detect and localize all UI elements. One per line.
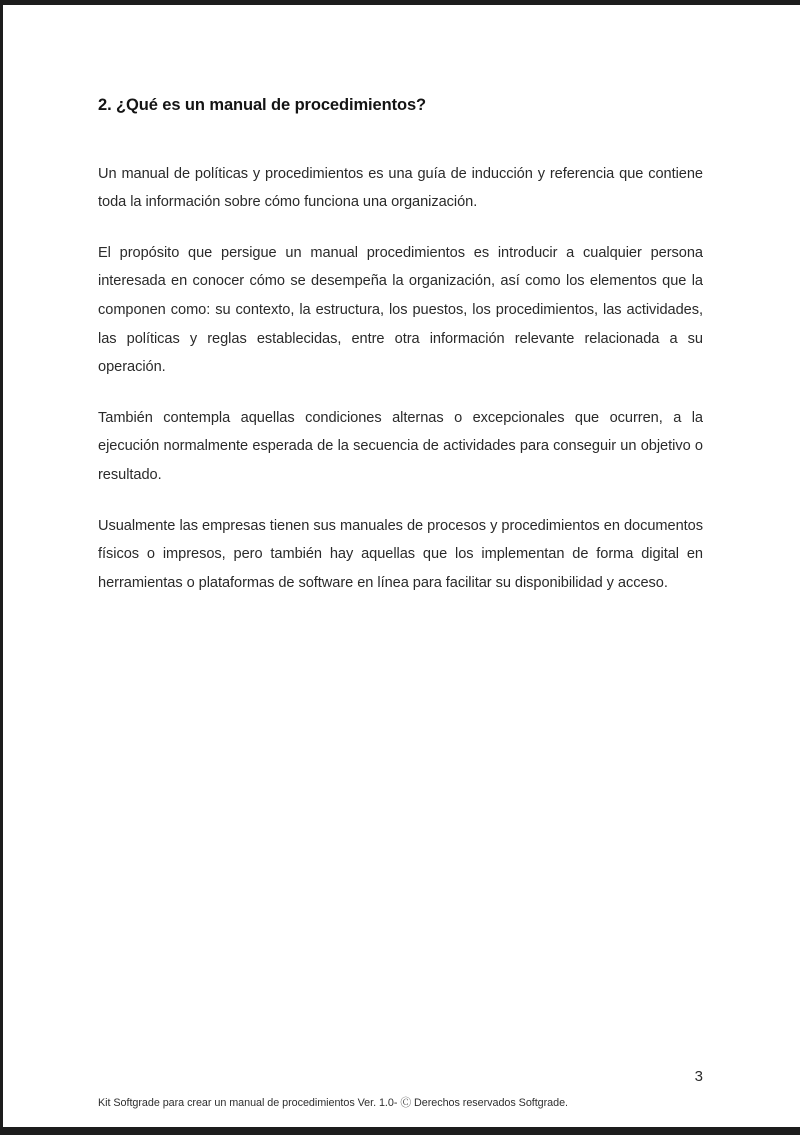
page-sheet [3, 5, 800, 1127]
page-number: 3 [694, 1068, 703, 1085]
copyright-icon: Ⓒ [400, 1097, 412, 1109]
footer-note-text-after: Derechos reservados Softgrade. [414, 1097, 568, 1109]
footer-note-text-before: Kit Softgrade para crear un manual de procedimientos Ver. 1.0- [98, 1097, 398, 1109]
body-paragraph: Un manual de políticas y procedimientos es una guía de inducción y referencia que contiene toda la información sobre cómo funciona una organización. [98, 165, 703, 211]
body-paragraph: El propósito que persigue un manual procedimientos es introducir a cualquier persona interesada en conocer cómo se desempeña la organización, así como los elementos que la componen como: su contexto, la estructura, los puestos, los procedimientos, las actividades, las políticas y reglas establecidas, entre otra información relevante relacionada a su operación. [98, 244, 703, 376]
footer-note [98, 1095, 758, 1110]
document-content [98, 95, 703, 597]
body-paragraph: También contempla aquellas condiciones alternas o excepcionales que ocurren, a la ejecución normalmente esperada de la secuencia de actividades para conseguir un objetivo o resultado. [98, 409, 703, 483]
body-paragraph: Usualmente las empresas tienen sus manuales de procesos y procedimientos en documentos físicos o impresos, pero también hay aquellas que los implementan de forma digital en herramientas o plataformas de software en línea para facilitar su disponibilidad y acceso. [98, 517, 703, 591]
section-heading: 2. ¿Qué es un manual de procedimientos? [98, 96, 427, 114]
scan-edge-bottom [0, 1127, 800, 1135]
